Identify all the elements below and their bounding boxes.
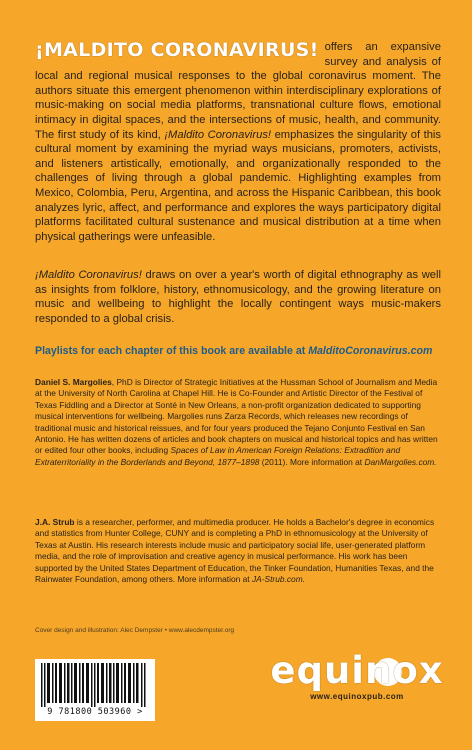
bio-text-strub: is a researcher, performer, and multimedia producer. He holds a Bachelor's degree in economics and statistics from Hunter College, CUNY and is completing a PhD in ethnomusicology at the University of Texas at Austin. His research interests include music and participatory social life, user-generated platform media, and the role of improvisation and creative agency in musical performance. His work has been supported by the United States Department of Education, the Tinker Foundation, Humanities Texas, and the Rainwater Foundation, among others. More information at <box>35 517 435 585</box>
blurb-text-1-rest: emphasizes the singularity of this cultural moment by examining the myriad ways musicians, promoters, activists, and listeners artistically, emotionally, and organizationally responded to the challenges of living through a global pandemic. Highlighting examples from Mexico, Colombia, Peru, Argentina, and across the Hispanic Caribbean, this book analyzes lyric, affect, and performance and explores the ways participatory digital platforms facilitated cultural sustenance and musical distribution at a time when physical gatherings were unfeasible. <box>35 128 442 243</box>
bio-text-margolies-end: (2011). More information at <box>261 456 363 467</box>
publisher-logo <box>262 649 452 709</box>
blurb-title-italic-1: ¡Maldito Coronavirus! <box>164 128 272 141</box>
book-title: ¡MALDITO CORONAVIRUS! <box>35 39 319 61</box>
blurb-title-italic-2: ¡Maldito Coronavirus! <box>35 269 142 281</box>
bio-text-margolies: , PhD is Director of Strategic Initiatives at the Hussman School of Journalism and Media at the University of North Carolina at Chapel Hill. He is Co-Founder and Artistic Director of the Festival of Texas Fiddling and a Director at Sonté in New Orleans, a non-profit organization dedicated to supporting musical interventions for wellbeing. Margolies runs Zarza Records, which releases new recordings of traditional music and historical reissues, and for four years produced the Tejano Conjunto Festival en San Antonio. He has written dozens of articles and book chapters on musical and historical topics and has written or edited four other books, including <box>35 377 438 456</box>
author-link-margolies[interactable]: DanMargolies.com. <box>364 456 437 467</box>
blurb-paragraph-1 <box>35 40 441 244</box>
isbn-barcode <box>35 659 155 721</box>
blurb-text-2: draws on over a year's worth of digital ethnography as well as insights from folklore, history, ethnomusicology, and the growing literature on music and wellbeing to highlight the locally contingent ways music-makers responded to a global crisis. <box>35 269 442 325</box>
playlist-text: Playlists for each chapter of this book are available at <box>35 345 306 357</box>
isbn-number: 9 781800 503960 > <box>47 707 143 717</box>
bio-book-title: Spaces of Law in American Foreign Relations: Extradition and Extraterritoriality in the Borderlands and Beyond, 1877–1898 <box>35 445 401 467</box>
publisher-name: equinox <box>270 649 444 692</box>
author-link-strub[interactable]: JA-Strub.com. <box>251 574 305 585</box>
author-name-margolies: Daniel S. Margolies <box>35 377 112 387</box>
playlist-note <box>35 345 455 357</box>
cover-credit: Cover design and illustration: Alec Dempster • www.alecdempster.org <box>35 627 235 634</box>
blurb-text-1: offers an expansive survey and analysis of local and regional musical responses to the global coronavirus moment. The authors situate this emergent phenomenon within interdisciplinary explorations of music-making on social media platforms, transnational culture flows, emotional intimacy in digital spaces, and the intersections of music, health, and community. The first study of its kind, <box>35 41 441 141</box>
playlist-link[interactable]: MalditoCoronavirus.com <box>308 345 433 357</box>
author-bio-strub <box>35 517 441 585</box>
barcode-bars <box>41 663 149 707</box>
author-bio-margolies <box>35 377 441 468</box>
author-name-strub: J.A. Strub <box>35 517 75 527</box>
blurb-paragraph-2 <box>35 268 441 326</box>
publisher-url[interactable]: www.equinoxpub.com <box>310 692 404 701</box>
